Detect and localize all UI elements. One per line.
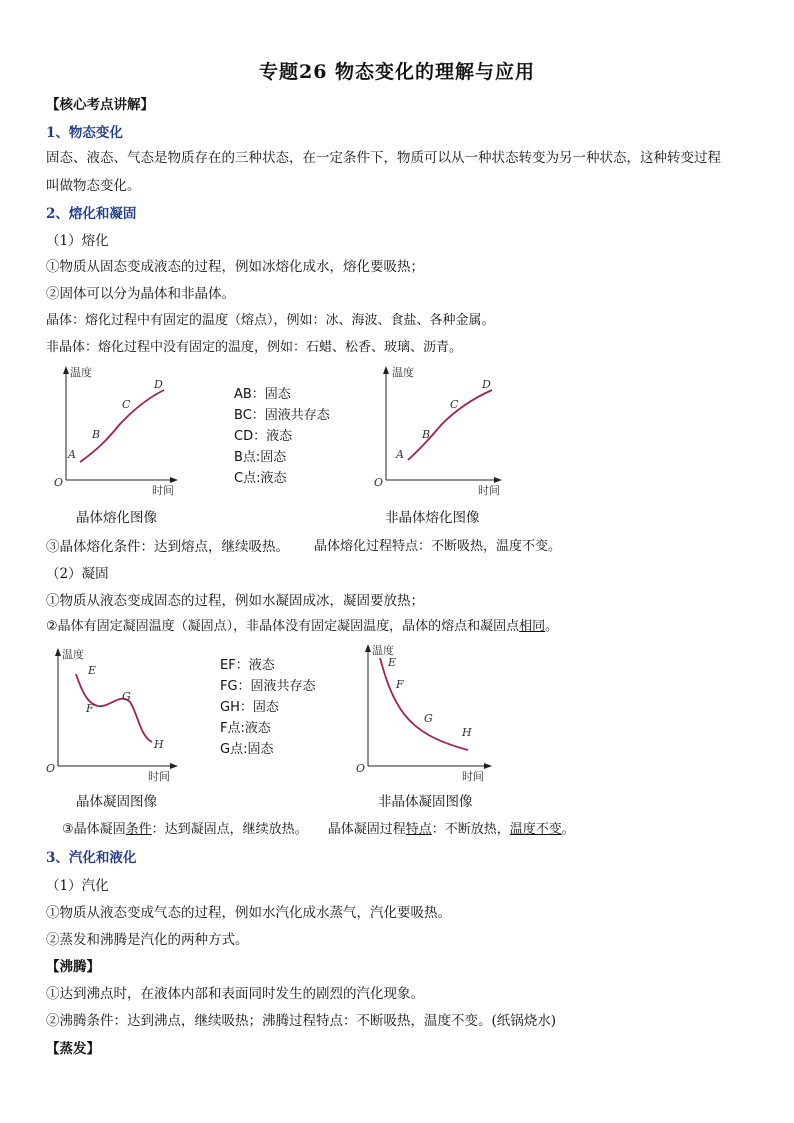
text-span: 。 bbox=[561, 822, 575, 837]
paragraph-line: 固态、液态、气态是物质存在的三种状态，在一定条件下，物质可以从一种状态转变为另一种状态，这种转变过程 bbox=[46, 150, 721, 166]
text-span: 。 bbox=[545, 619, 559, 634]
point-label: E bbox=[88, 664, 97, 677]
underlined-text: 相同 bbox=[519, 619, 546, 634]
point-label: G bbox=[424, 712, 433, 725]
heading-boiling: 【沸腾】 bbox=[46, 959, 100, 975]
melting-characteristic: 晶体熔化过程特点：不断吸热，温度不变。 bbox=[314, 539, 562, 554]
caption-noncrystal-melting: 非晶体熔化图像 bbox=[385, 510, 480, 526]
y-axis-arrow bbox=[55, 648, 61, 656]
paragraph-line bbox=[46, 615, 558, 634]
point-label: F bbox=[86, 702, 94, 715]
heading-vaporization: 3、汽化和液化 bbox=[46, 850, 137, 866]
x-axis-arrow bbox=[170, 477, 178, 483]
heading-evaporation: 【蒸发】 bbox=[46, 1041, 100, 1057]
solidifying-condition-line bbox=[62, 818, 575, 837]
origin-label: O bbox=[54, 476, 64, 489]
point-label: H bbox=[154, 738, 164, 751]
point-label: B bbox=[92, 428, 101, 441]
solidifying-legend bbox=[220, 655, 316, 760]
section-header: 【核心考点讲解】 bbox=[46, 97, 154, 113]
legend-item: BC：固液共存态 bbox=[234, 408, 330, 423]
underlined-text: 温度不变 bbox=[509, 822, 562, 837]
point-label: B bbox=[422, 428, 431, 441]
origin-label: O bbox=[374, 476, 384, 489]
y-axis-label: 温度 bbox=[62, 648, 84, 661]
legend-item: B点:固态 bbox=[234, 450, 287, 465]
caption-crystal-solidifying: 晶体凝固图像 bbox=[76, 794, 157, 810]
y-axis-arrow bbox=[365, 644, 371, 652]
point-label: H bbox=[462, 726, 472, 739]
y-axis-label: 温度 bbox=[392, 366, 414, 379]
origin-label: O bbox=[46, 762, 56, 775]
y-axis-arrow bbox=[383, 366, 389, 374]
legend-item: EF：液态 bbox=[220, 658, 275, 673]
y-axis-label: 温度 bbox=[372, 644, 394, 657]
origin-label: O bbox=[356, 762, 366, 775]
underlined-text: 条件 bbox=[125, 822, 152, 837]
x-axis-label: 时间 bbox=[478, 484, 500, 497]
point-label: A bbox=[396, 448, 404, 461]
text-span: ：达到凝固点，继续放热。 bbox=[151, 822, 308, 837]
legend-item: FG：固液共存态 bbox=[220, 679, 316, 694]
x-axis-arrow bbox=[170, 763, 178, 769]
heading-melting-solidifying: 2、熔化和凝固 bbox=[46, 206, 137, 222]
legend-item: CD：液态 bbox=[234, 429, 293, 444]
point-label: D bbox=[482, 378, 491, 391]
crystal-melting-graph bbox=[52, 362, 184, 498]
point-label: D bbox=[154, 378, 163, 391]
paragraph-line: ②蒸发和沸腾是汽化的两种方式。 bbox=[46, 932, 249, 948]
melting-condition: ③晶体熔化条件：达到熔点，继续吸热。 bbox=[46, 539, 289, 555]
legend-item: F点:液态 bbox=[220, 721, 271, 736]
underlined-text: 特点 bbox=[405, 822, 432, 837]
text-span: ：不断放热， bbox=[431, 822, 510, 837]
paragraph-line: ①物质从液态变成固态的过程，例如水凝固成冰，凝固要放热； bbox=[46, 593, 424, 609]
paragraph-line: ②固体可以分为晶体和非晶体。 bbox=[46, 286, 235, 302]
text-span: ③晶体凝固 bbox=[62, 822, 126, 837]
y-axis-arrow bbox=[63, 366, 69, 374]
crystal-solidifying-graph bbox=[42, 644, 184, 784]
point-label: C bbox=[450, 398, 459, 411]
paragraph-line: ①物质从液态变成气态的过程，例如水汽化成水蒸气，汽化要吸热。 bbox=[46, 905, 451, 921]
legend-item: GH：固态 bbox=[220, 700, 279, 715]
noncrystal-definition: 非晶体：熔化过程中没有固定的温度，例如：石蜡、松香、玻璃、沥青。 bbox=[46, 340, 463, 355]
point-label: G bbox=[122, 690, 131, 703]
point-label: F bbox=[396, 678, 404, 691]
text-span: 晶体凝固过程 bbox=[327, 822, 406, 837]
paragraph-line: 叫做物态变化。 bbox=[46, 178, 141, 194]
subheading-melting: （1）熔化 bbox=[46, 233, 109, 249]
crystal-definition: 晶体：熔化过程中有固定的温度（熔点），例如：冰、海波、食盐、各种金属。 bbox=[46, 313, 495, 328]
noncrystal-solidifying-graph bbox=[352, 640, 498, 784]
text-span: ②晶体有固定凝固温度（凝固点），非晶体没有固定凝固温度，晶体的熔点和凝固点 bbox=[46, 619, 520, 634]
point-label: C bbox=[122, 398, 131, 411]
legend-item: C点:液态 bbox=[234, 471, 287, 486]
x-axis-label: 时间 bbox=[152, 484, 174, 497]
heading-phase-change: 1、物态变化 bbox=[46, 125, 123, 141]
subheading-solidifying: （2）凝固 bbox=[46, 566, 109, 582]
melting-legend bbox=[234, 384, 330, 489]
x-axis-arrow bbox=[494, 477, 502, 483]
legend-item: AB：固态 bbox=[234, 387, 291, 402]
noncrystal-melting-graph bbox=[370, 362, 510, 498]
caption-crystal-melting: 晶体熔化图像 bbox=[76, 510, 157, 526]
caption-noncrystal-solidifying: 非晶体凝固图像 bbox=[378, 794, 473, 810]
subheading-vaporization: （1）汽化 bbox=[46, 878, 109, 894]
point-label: A bbox=[68, 448, 76, 461]
page-title: 专题26 物态变化的理解与应用 bbox=[258, 61, 536, 83]
solidifying-curve bbox=[380, 658, 468, 750]
paragraph-line: ①物质从固态变成液态的过程，例如冰熔化成水，熔化要吸热； bbox=[46, 259, 424, 275]
y-axis-label: 温度 bbox=[70, 366, 92, 379]
x-axis-label: 时间 bbox=[148, 770, 170, 783]
paragraph-line: ①达到沸点时，在液体内部和表面同时发生的剧烈的汽化现象。 bbox=[46, 986, 424, 1002]
paragraph-line: ②沸腾条件：达到沸点，继续吸热；沸腾过程特点：不断吸热，温度不变。(纸锅烧水) bbox=[46, 1013, 557, 1029]
x-axis-arrow bbox=[484, 763, 492, 769]
point-label: E bbox=[388, 656, 397, 669]
legend-item: G点:固态 bbox=[220, 742, 274, 757]
x-axis-label: 时间 bbox=[462, 770, 484, 783]
